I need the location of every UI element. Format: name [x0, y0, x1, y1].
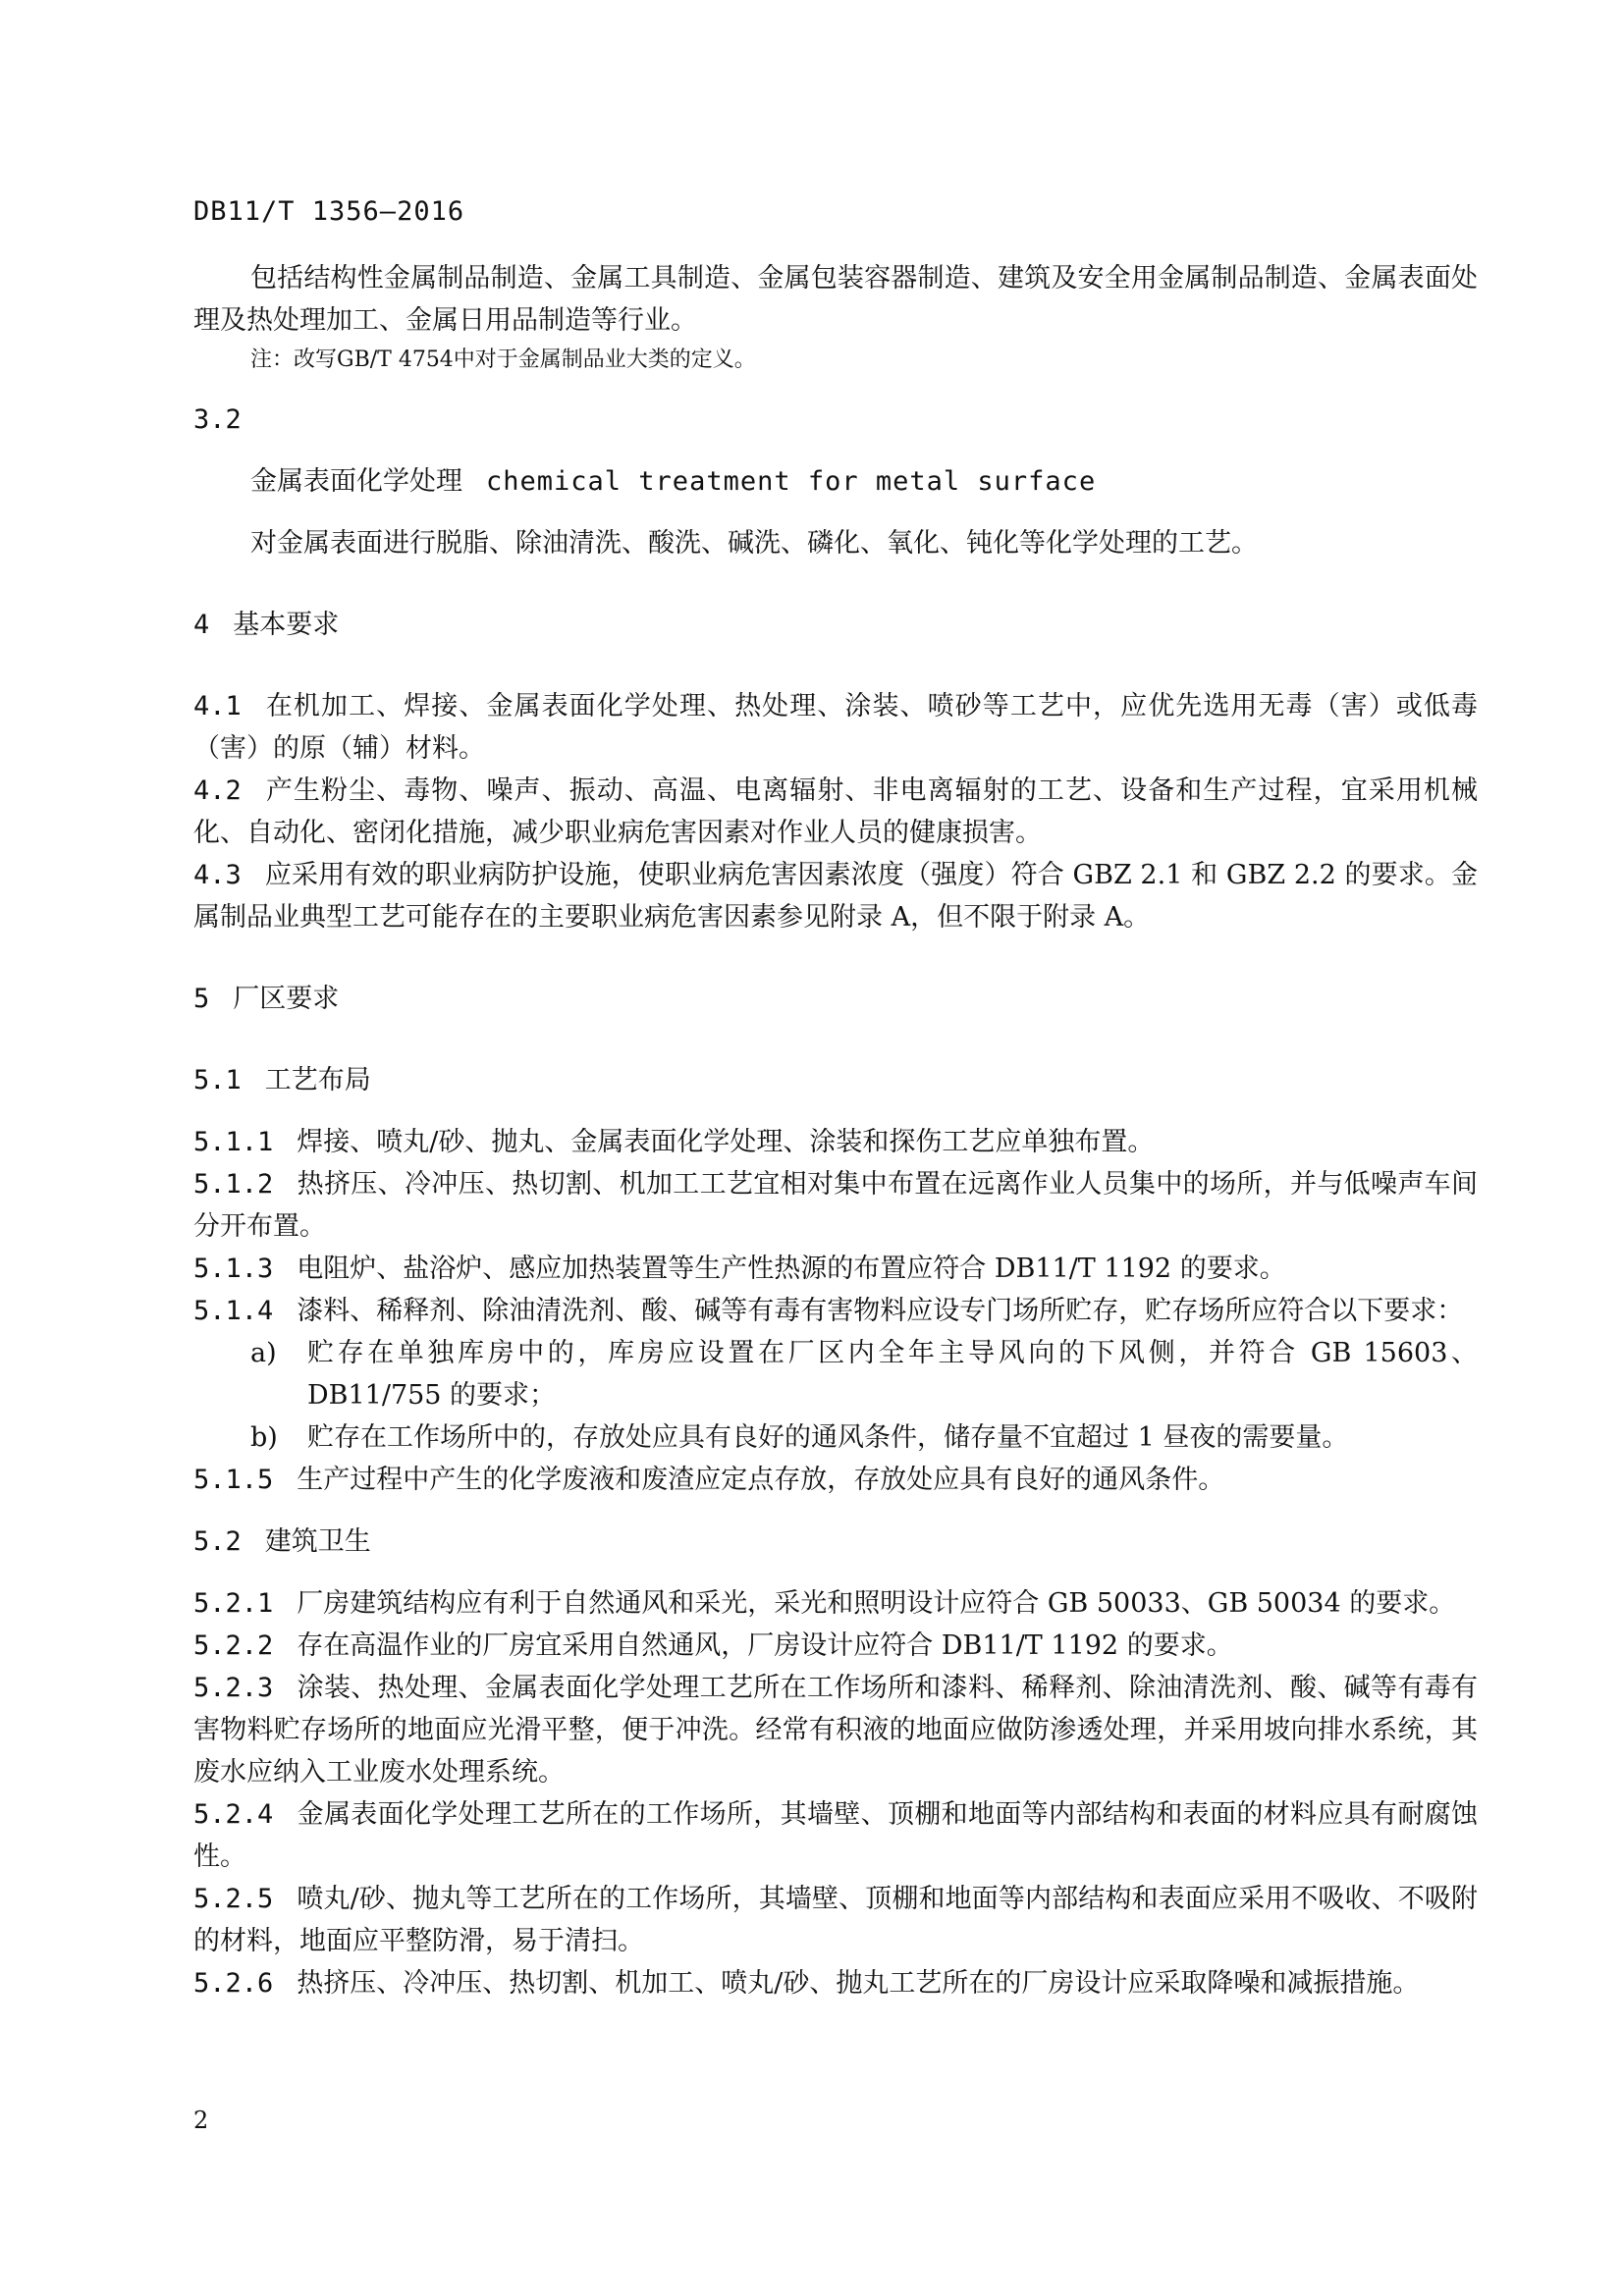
clause-text: 生产过程中产生的化学废液和废渣应定点存放，存放处应具有良好的通风条件。	[297, 1465, 1225, 1495]
clause-text: 应采用有效的职业病防护设施，使职业病危害因素浓度（强度）符合 GBZ 2.1 和 GBZ 2.2 的要求。金属制品业典型工艺可能存在的主要职业病危害因素参见附录 A，但不限于附录 A。	[193, 860, 1478, 933]
clause-text: 涂装、热处理、金属表面化学处理工艺所在工作场所和漆料、稀释剂、除油清洗剂、酸、碱等有毒有害物料贮存场所的地面应光滑平整，便于冲洗。经常有积液的地面应做防渗透处理，并采用坡向排水系统，其废水应纳入工业废水处理系统。	[193, 1673, 1478, 1788]
list-label: a)	[250, 1338, 277, 1368]
section-number: 5	[193, 984, 210, 1014]
clause-5-2-3	[193, 1667, 1478, 1793]
list-item-b	[193, 1416, 1478, 1459]
standard-code-header: DB11/T 1356—2016	[193, 196, 465, 227]
subsection-heading-5-1	[193, 1059, 1478, 1101]
clause-text: 焊接、喷丸/砂、抛丸、金属表面化学处理、涂装和探伤工艺应单独布置。	[297, 1127, 1155, 1157]
list-text: 贮存在单独库房中的，库房应设置在厂区内全年主导风向的下风侧，并符合 GB 15603、DB11/755 的要求；	[307, 1338, 1478, 1411]
subsection-title: 工艺布局	[264, 1065, 371, 1095]
clause-text: 厂房建筑结构应有利于自然通风和采光，采光和照明设计应符合 GB 50033、GB 50034 的要求。	[297, 1588, 1456, 1619]
clause-5-1-4	[193, 1290, 1478, 1332]
page-number: 2	[193, 2107, 209, 2134]
clause-number: 5.2.6	[193, 1968, 274, 1999]
clause-number: 5.2.4	[193, 1799, 274, 1830]
clause-text: 金属表面化学处理工艺所在的工作场所，其墙壁、顶棚和地面等内部结构和表面的材料应具有耐腐蚀性。	[193, 1799, 1478, 1872]
term-number: 3.2	[193, 404, 242, 435]
clause-number: 5.1.1	[193, 1127, 274, 1157]
subsection-title: 建筑卫生	[264, 1526, 371, 1557]
clause-5-2-6	[193, 1962, 1478, 2004]
clause-text: 存在高温作业的厂房宜采用自然通风，厂房设计应符合 DB11/T 1192 的要求。	[297, 1630, 1233, 1661]
section-number: 4	[193, 610, 210, 640]
clause-4-1	[193, 685, 1478, 770]
term-title-cn: 金属表面化学处理	[250, 466, 462, 497]
clause-number: 5.2.3	[193, 1673, 274, 1703]
clause-4-3	[193, 854, 1478, 938]
clause-text: 喷丸/砂、抛丸等工艺所在的工作场所，其墙壁、顶棚和地面等内部结构和表面应采用不吸收、不吸附的材料，地面应平整防滑，易于清扫。	[193, 1884, 1478, 1956]
clause-4-2	[193, 770, 1478, 854]
clause-text: 热挤压、冷冲压、热切割、机加工工艺宜相对集中布置在远离作业人员集中的场所，并与低噪声车间分开布置。	[193, 1169, 1478, 1242]
clause-text: 电阻炉、盐浴炉、感应加热装置等生产性热源的布置应符合 DB11/T 1192 的要求。	[297, 1254, 1286, 1284]
clause-5-1-2	[193, 1163, 1478, 1248]
section-heading-5	[193, 978, 1478, 1020]
clause-5-1-1	[193, 1121, 1478, 1163]
clause-number: 5.1.2	[193, 1169, 274, 1200]
clause-number: 5.2.1	[193, 1588, 274, 1619]
subsection-heading-5-2	[193, 1521, 1478, 1563]
clause-number: 5.1.3	[193, 1254, 274, 1284]
list-item-a	[193, 1332, 1478, 1416]
clause-5-1-5	[193, 1459, 1478, 1501]
clause-text: 热挤压、冷冲压、热切割、机加工、喷丸/砂、抛丸工艺所在的厂房设计应采取降噪和减振措施。	[297, 1968, 1420, 1999]
list-text: 贮存在工作场所中的，存放处应具有良好的通风条件，储存量不宜超过 1 昼夜的需要量。	[307, 1422, 1349, 1453]
intro-note: 注：改写GB/T 4754中对于金属制品业大类的定义。	[250, 347, 756, 372]
clause-text: 漆料、稀释剂、除油清洗剂、酸、碱等有毒有害物料应设专门场所贮存，贮存场所应符合以下要求：	[297, 1296, 1464, 1326]
clause-number: 5.2.5	[193, 1884, 274, 1914]
clause-5-2-4	[193, 1793, 1478, 1878]
clause-text: 在机加工、焊接、金属表面化学处理、热处理、涂装、喷砂等工艺中，应优先选用无毒（害）或低毒（害）的原（辅）材料。	[193, 691, 1478, 764]
clause-number: 4.3	[193, 860, 242, 890]
term-definition: 对金属表面进行脱脂、除油清洗、酸洗、碱洗、磷化、氧化、钝化等化学处理的工艺。	[250, 528, 1258, 559]
page-content	[193, 257, 1478, 2004]
clause-text: 产生粉尘、毒物、噪声、振动、高温、电离辐射、非电离辐射的工艺、设备和生产过程，宜采用机械化、自动化、密闭化措施，减少职业病危害因素对作业人员的健康损害。	[193, 775, 1478, 848]
section-title: 厂区要求	[233, 984, 340, 1014]
term-title-en: chemical treatment for metal surface	[486, 466, 1097, 497]
clause-number: 4.1	[193, 691, 242, 721]
clause-5-2-2	[193, 1625, 1478, 1667]
clause-number: 4.2	[193, 775, 242, 806]
clause-number: 5.1.5	[193, 1465, 274, 1495]
section-heading-4	[193, 604, 1478, 646]
section-title: 基本要求	[233, 610, 340, 640]
list-label: b)	[250, 1422, 278, 1453]
subsection-number: 5.2	[193, 1526, 242, 1557]
clause-5-2-1	[193, 1582, 1478, 1625]
clause-5-2-5	[193, 1878, 1478, 1962]
intro-paragraph: 包括结构性金属制品制造、金属工具制造、金属包装容器制造、建筑及安全用金属制品制造、金属表面处理及热处理加工、金属日用品制造等行业。	[193, 263, 1478, 336]
term-heading	[193, 460, 1478, 503]
clause-number: 5.2.2	[193, 1630, 274, 1661]
subsection-number: 5.1	[193, 1065, 242, 1095]
clause-number: 5.1.4	[193, 1296, 274, 1326]
clause-5-1-3	[193, 1248, 1478, 1290]
